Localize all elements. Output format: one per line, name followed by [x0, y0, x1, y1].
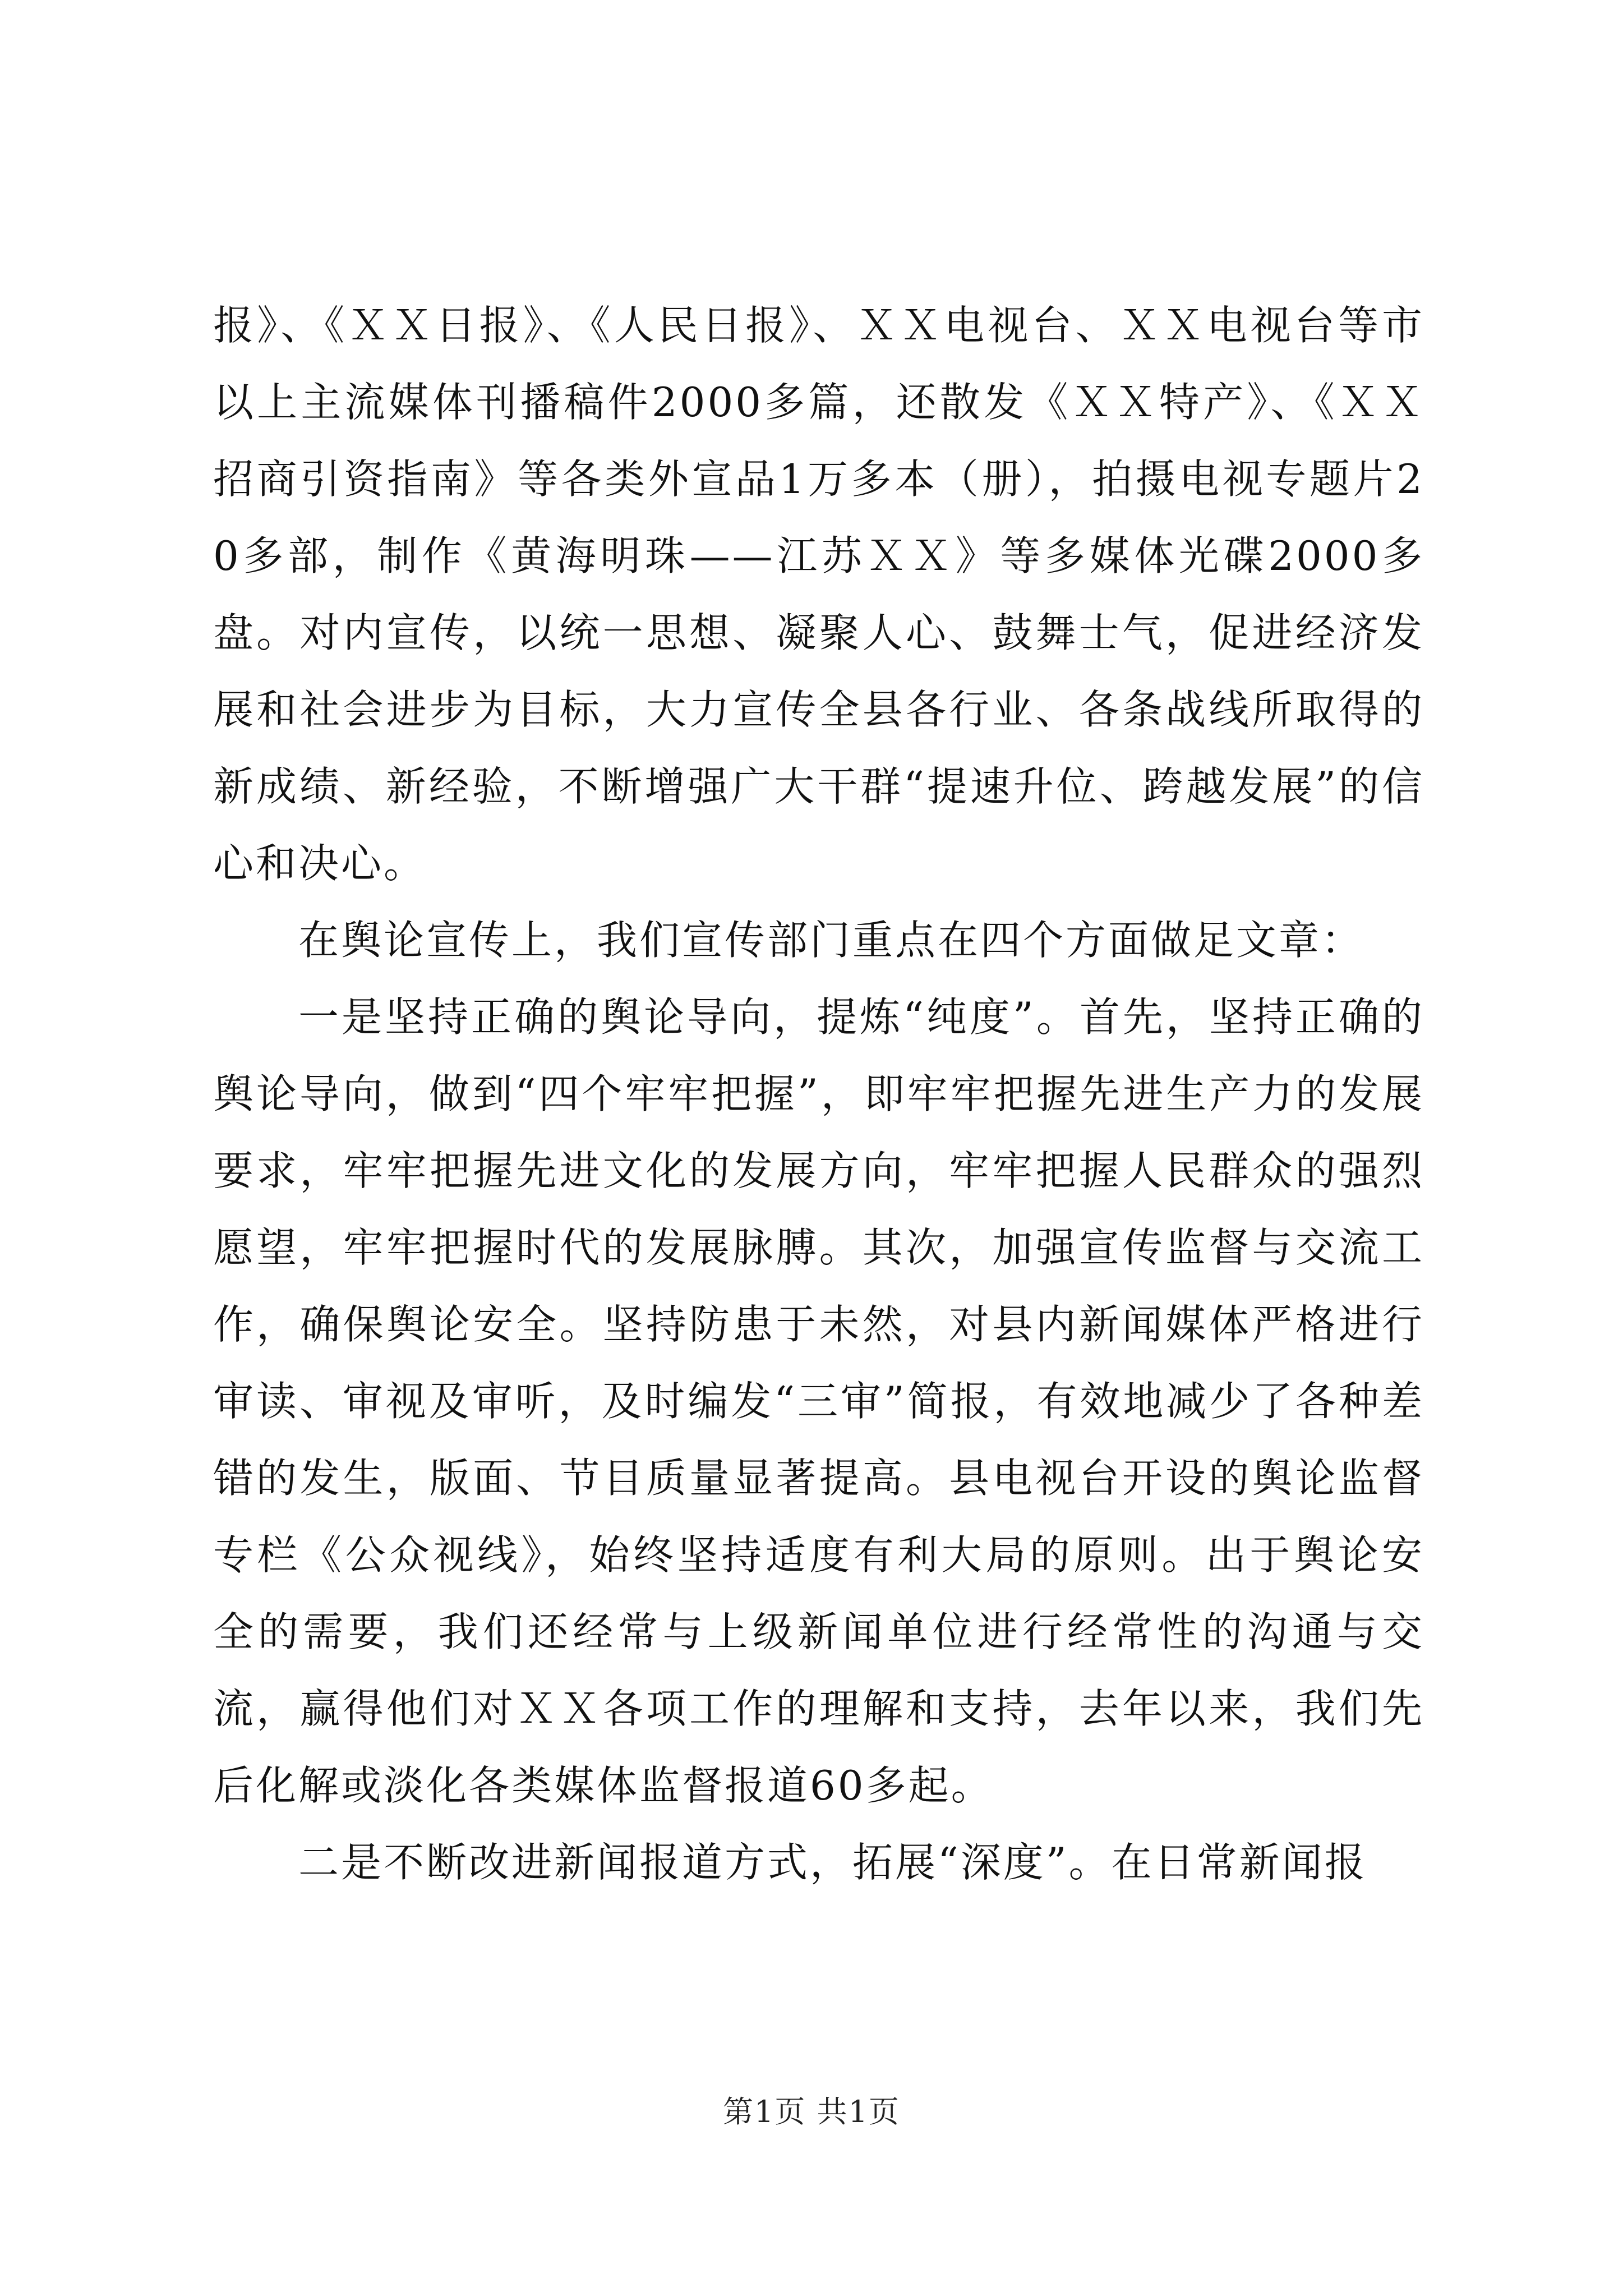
paragraph-point-one-purity: 一是坚持正确的舆论导向，提炼“纯度”。首先，坚持正确的舆论导向，做到“四个牢牢把握”，即牢牢把握先进生产力的发展要求，牢牢把握先进文化的发展方向，牢牢把握人民群众的强烈愿望，牢牢把握时代的发展脉膊。其次，加强宣传监督与交流工作，确保舆论安全。坚持防患于未然，对县内新闻媒体严格进行审读、审视及审听，及时编发“三审”简报，有效地减少了各种差错的发生，版面、节目质量显著提高。县电视台开设的舆论监督专栏《公众视线》，始终坚持适度有利大局的原则。出于舆论安全的需要，我们还经常与上级新闻单位进行经常性的沟通与交流，赢得他们对ＸＸ各项工作的理解和支持，去年以来，我们先后化解或淡化各类媒体监督报道60多起。: [213, 993, 1424, 1809]
document-body: [213, 287, 1424, 1901]
paragraph-point-two-depth: 二是不断改进新闻报道方式，拓展“深度”。在日常新闻报: [298, 1839, 1367, 1886]
paragraph-opinion-intro: 在舆论宣传上，我们宣传部门重点在四个方面做足文章：: [298, 917, 1364, 964]
page-number-footer: 第1页 共1页: [723, 2094, 900, 2129]
paragraph-media-publicity: 报》、《ＸＸ日报》、《人民日报》、ＸＸ电视台、ＸＸ电视台等市以上主流媒体刊播稿件2000多篇，还散发《ＸＸ特产》、《ＸＸ招商引资指南》等各类外宣品1万多本（册），拍摄电视专题片20多部，制作《黄海明珠——江苏ＸＸ》等多媒体光碟2000多盘。对内宣传，以统一思想、凝聚人心、鼓舞士气，促进经济发展和社会进步为目标，大力宣传全县各行业、各条战线所取得的新成绩、新经验，不断增强广大干群“提速升位、跨越发展”的信心和决心。: [213, 302, 1424, 887]
